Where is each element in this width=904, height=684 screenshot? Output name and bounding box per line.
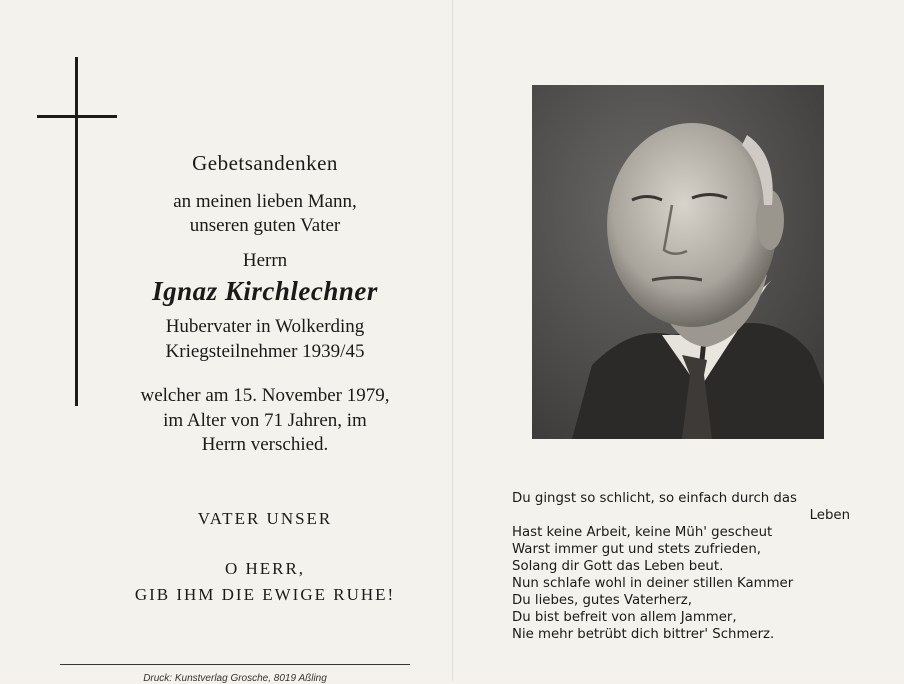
death-line-3: Herrn verschied.	[201, 434, 329, 455]
poem-line-7: Du bist befreit von allem Jammer,	[512, 610, 737, 625]
dedication-line-1: an meinen lieben Mann,	[173, 191, 357, 212]
footer-rule	[60, 664, 410, 665]
poem-line-5: Nun schlafe wohl in deiner stillen Kammer	[512, 576, 794, 591]
poem-line-2: Hast keine Arbeit, keine Müh' gescheut	[512, 525, 773, 540]
rest-line-1: O HERR,	[224, 559, 306, 578]
deceased-name: Ignaz Kirchlechner	[152, 276, 378, 306]
rest-line-2: GIB IHM DIE EWIGE RUHE!	[134, 585, 396, 604]
honorific: Herrn	[242, 250, 288, 271]
veteran-line: Kriegsteilnehmer 1939/45	[165, 341, 365, 362]
poem	[512, 490, 850, 643]
portrait-photo	[532, 85, 824, 439]
card-title: Gebetsandenken	[192, 151, 338, 175]
prayer-heading: VATER UNSER	[197, 509, 333, 528]
poem-line-1b: Leben	[809, 508, 850, 523]
poem-line-8: Nie mehr betrübt dich bittrer' Schmerz.	[512, 627, 775, 642]
occupation: Hubervater in Wolkerding	[165, 316, 365, 337]
printer-credit: Druck: Kunstverlag Grosche, 8019 Aßling	[143, 673, 327, 684]
death-line-1: welcher am 15. November 1979,	[140, 385, 390, 406]
poem-line-1: Du gingst so schlicht, so einfach durch das	[512, 491, 797, 506]
poem-line-4: Solang dir Gott das Leben beut.	[512, 559, 724, 574]
poem-line-3: Warst immer gut und stets zufrieden,	[512, 542, 761, 557]
dedication-line-2: unseren guten Vater	[189, 215, 341, 236]
death-line-2: im Alter von 71 Jahren, im	[163, 410, 367, 431]
poem-line-6: Du liebes, gutes Vaterherz,	[512, 593, 693, 608]
